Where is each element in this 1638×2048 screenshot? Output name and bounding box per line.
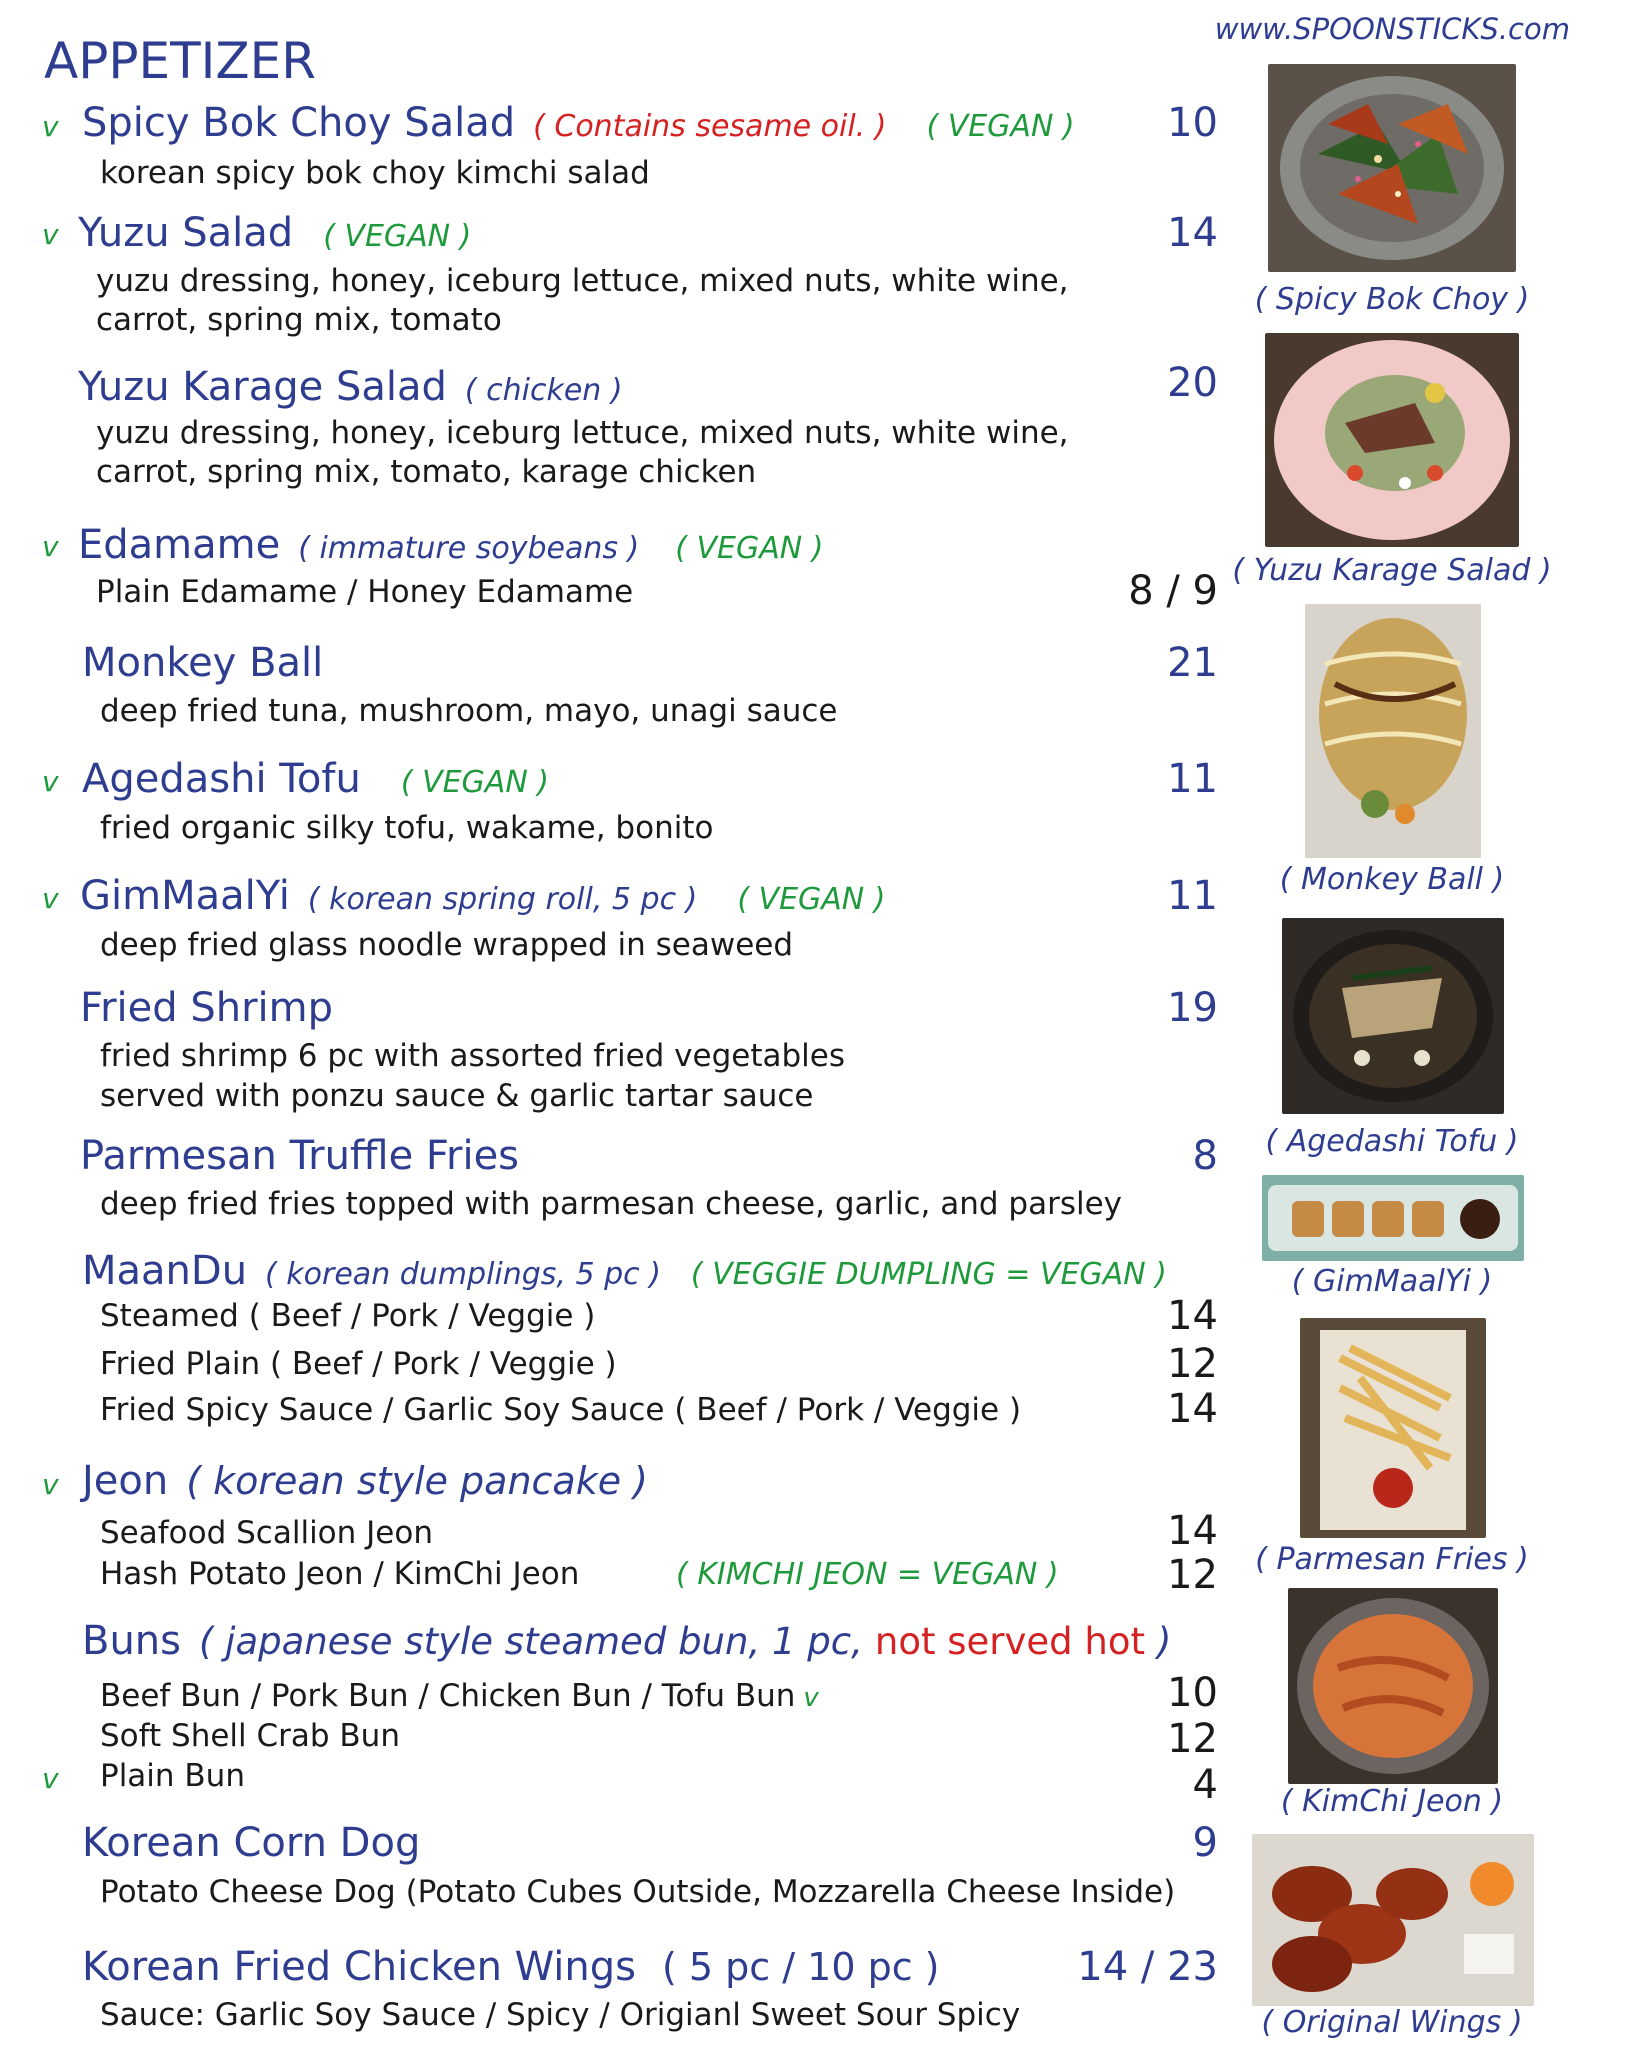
item-price: 20 — [1167, 360, 1218, 406]
option-price: 12 — [1167, 1341, 1218, 1387]
photo-caption: ( Original Wings ) — [1261, 2005, 1523, 2040]
vegan-tag: ( VEGAN ) — [400, 765, 549, 800]
vegan-leaf-icon: v — [42, 1468, 59, 1501]
item-price: 11 — [1167, 873, 1218, 919]
item-price: 8 — [1192, 1133, 1218, 1179]
kimchi-jeon-photo — [1288, 1588, 1498, 1784]
item-name: MaanDu — [82, 1248, 248, 1294]
vegan-leaf-icon: v — [42, 218, 59, 251]
item-name: Agedashi Tofu — [82, 756, 361, 802]
item-name: Parmesan Truffle Fries — [80, 1133, 520, 1179]
photo-caption: ( Parmesan Fries ) — [1255, 1542, 1529, 1577]
vegan-leaf-icon: v — [42, 110, 59, 143]
item-description: korean spicy bok choy kimchi salad — [100, 155, 650, 191]
agedashi-tofu-photo — [1282, 918, 1504, 1114]
option-row: Fried Plain ( Beef / Pork / Veggie ) — [100, 1346, 617, 1382]
item-note: ( immature soybeans ) — [298, 531, 640, 566]
item-description: carrot, spring mix, tomato — [96, 302, 502, 338]
item-description: fried shrimp 6 pc with assorted fried vegetables — [100, 1038, 846, 1074]
item-note: ( Contains sesame oil. ) — [533, 109, 887, 144]
option-price: 14 — [1167, 1508, 1218, 1554]
option-price: 14 — [1167, 1386, 1218, 1432]
option-row: Plain Bun — [100, 1758, 245, 1794]
vegan-tag: ( VEGAN ) — [323, 219, 472, 254]
item-description: yuzu dressing, honey, iceburg lettuce, mixed nuts, white wine, — [96, 263, 1069, 299]
option-label: Beef Bun / Pork Bun / Chicken Bun / Tofu Bun — [100, 1678, 796, 1714]
item-description: Plain Edamame / Honey Edamame — [96, 574, 634, 610]
photo-caption: ( Spicy Bok Choy ) — [1254, 282, 1530, 317]
option-price: 10 — [1167, 1670, 1218, 1716]
item-description: deep fried fries topped with parmesan cheese, garlic, and parsley — [100, 1186, 1123, 1222]
option-row: Soft Shell Crab Bun — [100, 1718, 400, 1754]
photo-caption: ( GimMaalYi ) — [1291, 1264, 1493, 1299]
menu-item-korean-fried-chicken-wings — [82, 1944, 940, 1990]
photo-caption: ( KimChi Jeon ) — [1280, 1784, 1504, 1819]
spicy-bok-choy-photo — [1268, 64, 1516, 272]
warning-note: not served hot — [874, 1620, 1145, 1663]
item-price: 19 — [1167, 985, 1218, 1031]
item-note: ( chicken ) — [464, 373, 623, 408]
item-description: deep fried tuna, mushroom, mayo, unagi sauce — [100, 693, 838, 729]
item-name: GimMaalYi — [80, 873, 290, 919]
item-note: ( korean dumplings, 5 pc ) — [265, 1257, 661, 1292]
item-price: 8 / 9 — [1128, 568, 1218, 614]
item-note: ( korean style pancake ) — [186, 1459, 649, 1503]
section-title: APPETIZER — [44, 32, 316, 90]
vegan-tag: ( VEGAN ) — [675, 531, 824, 566]
website-url[interactable]: www.SPOONSTICKS.com — [1214, 12, 1570, 46]
item-description: Sauce: Garlic Soy Sauce / Spicy / Origianl Sweet Sour Spicy — [100, 1997, 1021, 2033]
photo-caption: ( Monkey Ball ) — [1279, 862, 1505, 897]
menu-item-korean-corn-dog — [82, 1820, 420, 1866]
item-name: Jeon — [82, 1458, 169, 1504]
item-description: fried organic silky tofu, wakame, bonito — [100, 810, 714, 846]
item-price: 14 — [1167, 210, 1218, 256]
item-note: ) — [1157, 1620, 1172, 1663]
item-description: served with ponzu sauce & garlic tartar sauce — [100, 1078, 814, 1114]
option-row: Fried Spicy Sauce / Garlic Soy Sauce ( Beef / Pork / Veggie ) — [100, 1392, 1022, 1428]
menu-item-agedashi-tofu — [82, 756, 549, 802]
option-price: 14 — [1167, 1293, 1218, 1339]
item-price: 14 / 23 — [1077, 1944, 1218, 1990]
item-name: Buns — [82, 1618, 181, 1664]
yuzu-karage-salad-photo — [1265, 333, 1519, 547]
menu-item-yuzu-salad — [78, 210, 471, 256]
photo-caption: ( Yuzu Karage Salad ) — [1232, 553, 1552, 588]
parmesan-fries-photo — [1300, 1318, 1486, 1538]
menu-item-maandu — [82, 1248, 1167, 1294]
item-name: Spicy Bok Choy Salad — [82, 100, 516, 146]
original-wings-photo — [1252, 1834, 1534, 2006]
menu-item-gimmaalyi — [80, 873, 885, 919]
item-price: 10 — [1167, 100, 1218, 146]
monkey-ball-photo — [1305, 604, 1481, 858]
vegan-leaf-icon: v — [42, 765, 59, 798]
gimmaalyi-photo — [1262, 1175, 1524, 1261]
option-row — [100, 1678, 819, 1714]
item-note: ( korean spring roll, 5 pc ) — [307, 882, 698, 917]
vegan-leaf-icon: v — [803, 1683, 819, 1713]
photo-caption: ( Agedashi Tofu ) — [1265, 1124, 1519, 1159]
menu-item-parmesan-truffle-fries — [80, 1133, 519, 1179]
vegan-tag: ( VEGGIE DUMPLING = VEGAN ) — [690, 1257, 1167, 1292]
menu-item-buns — [82, 1618, 1171, 1664]
item-name: Korean Fried Chicken Wings — [82, 1944, 637, 1990]
item-name: Monkey Ball — [82, 640, 324, 686]
menu-item-monkey-ball — [82, 640, 323, 686]
option-row: Seafood Scallion Jeon — [100, 1515, 433, 1551]
item-price: 21 — [1167, 640, 1218, 686]
option-price: 4 — [1192, 1762, 1218, 1808]
vegan-leaf-icon: v — [42, 882, 59, 915]
item-name: Edamame — [78, 522, 281, 568]
menu-item-spicy-bok-choy-salad — [82, 100, 1075, 146]
option-price: 12 — [1167, 1716, 1218, 1762]
item-price: 9 — [1192, 1820, 1218, 1866]
item-name: Yuzu Karage Salad — [78, 364, 447, 410]
item-name: Fried Shrimp — [80, 985, 334, 1031]
option-price: 12 — [1167, 1552, 1218, 1598]
item-description: Potato Cheese Dog (Potato Cubes Outside, Mozzarella Cheese Inside) — [100, 1874, 1176, 1910]
item-description: yuzu dressing, honey, iceburg lettuce, mixed nuts, white wine, — [96, 415, 1069, 451]
vegan-leaf-icon: v — [42, 530, 59, 563]
vegan-tag: ( VEGAN ) — [926, 109, 1075, 144]
menu-item-edamame — [78, 522, 823, 568]
item-name: Korean Corn Dog — [82, 1820, 421, 1866]
vegan-tag: ( VEGAN ) — [737, 882, 886, 917]
item-name: Yuzu Salad — [78, 210, 294, 256]
menu-item-yuzu-karage-salad — [78, 364, 623, 410]
vegan-tag: ( KIMCHI JEON = VEGAN ) — [676, 1557, 1059, 1592]
item-price: 11 — [1167, 756, 1218, 802]
item-description: carrot, spring mix, tomato, karage chicken — [96, 454, 757, 490]
item-note: ( japanese style steamed bun, 1 pc, — [198, 1620, 863, 1663]
menu-item-fried-shrimp — [80, 985, 333, 1031]
menu-item-jeon — [82, 1458, 648, 1504]
item-description: deep fried glass noodle wrapped in seaweed — [100, 927, 794, 963]
vegan-leaf-icon: v — [42, 1762, 59, 1795]
option-row: Hash Potato Jeon / KimChi Jeon — [100, 1556, 580, 1592]
item-note: ( 5 pc / 10 pc ) — [662, 1945, 940, 1989]
option-row: Steamed ( Beef / Pork / Veggie ) — [100, 1298, 596, 1334]
